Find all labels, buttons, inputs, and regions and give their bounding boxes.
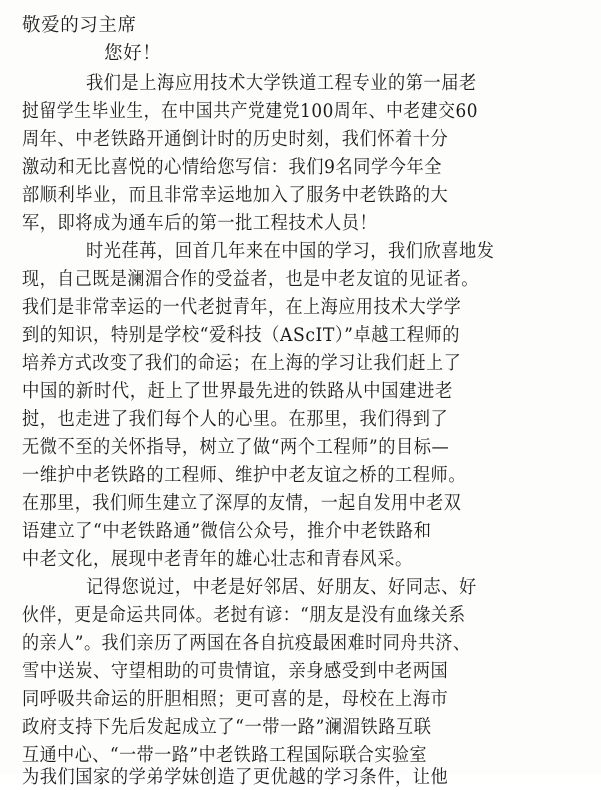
letter-line: 互通中心、“一带一路”中老铁路工程国际联合实验室 <box>22 745 428 766</box>
letter-line: 的亲人”。我们亲历了两国在各自抗疫最困难时同舟共济、 <box>22 633 471 654</box>
letter-line: 时光荏苒，回首几年来在中国的学习，我们欣喜地发 <box>86 241 495 262</box>
letter-line: 在那里，我们师生建立了深厚的友情，一起自发用中老双 <box>22 493 462 514</box>
letter-line: 语建立了“中老铁路通”微信公众号，推介中老铁路和 <box>22 521 432 542</box>
letter-line: 激动和无比喜悦的心情给您写信：我们9名同学今年全 <box>22 157 443 178</box>
letter-line: 中国的新时代，赶上了世界最先进的铁路从中国建进老 <box>22 381 453 402</box>
letter-line: 到的知识，特别是学校“爱科技（AScIT）”卓越工程师的 <box>22 325 461 346</box>
letter-line: 政府支持下先后发起成立了“一带一路”澜湄铁路互联 <box>22 717 432 738</box>
letter-line: 我们是非常幸运的一代老挝青年，在上海应用技术大学学 <box>22 297 462 318</box>
letter-line: 部顺利毕业，而且非常幸运地加入了服务中老铁路的大 <box>22 185 449 206</box>
letter-line: 伙伴，更是命运共同体。老挝有谚：“朋友是没有血缘关系 <box>22 605 466 626</box>
letter-line: 培养方式改变了我们的命运；在上海的学习让我们赶上了 <box>22 353 462 374</box>
letter-line: 无微不至的关怀指导，树立了做“两个工程师”的目标— <box>22 437 450 458</box>
letter-line: 同呼吸共命运的肝胆相照；更可喜的是，母校在上海市 <box>22 689 449 710</box>
letter-line: 雪中送炭、守望相助的可贵情谊，亲身感受到中老两国 <box>22 661 449 682</box>
letter-line: 军，即将成为通车后的第一批工程技术人员！ <box>22 213 378 234</box>
letter-line: 中老文化，展现中老青年的雄心壮志和青春风采。 <box>22 549 413 570</box>
letter-salutation: 敬爱的习主席 <box>22 15 137 36</box>
letter-line: 我们是上海应用技术大学铁道工程专业的第一届老 <box>86 73 477 94</box>
letter-line: 挝留学生毕业生，在中国共产党建党100周年、中老建交60 <box>22 101 479 122</box>
letter-line: 现，自己既是澜湄合作的受益者，也是中老友谊的见证者。 <box>22 269 479 290</box>
letter-line: 挝，也走进了我们每个人的心里。在那里，我们得到了 <box>22 409 449 430</box>
letter-line: 周年、中老铁路开通倒计时的历史时刻，我们怀着十分 <box>22 129 449 150</box>
letter-line: 为我们国家的学弟学妹创造了更优越的学习条件，让他 <box>22 767 449 788</box>
letter-greeting: 您好！ <box>104 43 162 64</box>
letter-line: 一维护中老铁路的工程师、维护中老友谊之桥的工程师。 <box>22 465 467 486</box>
letter-line: 记得您说过，中老是好邻居、好朋友、好同志、好 <box>86 577 477 598</box>
